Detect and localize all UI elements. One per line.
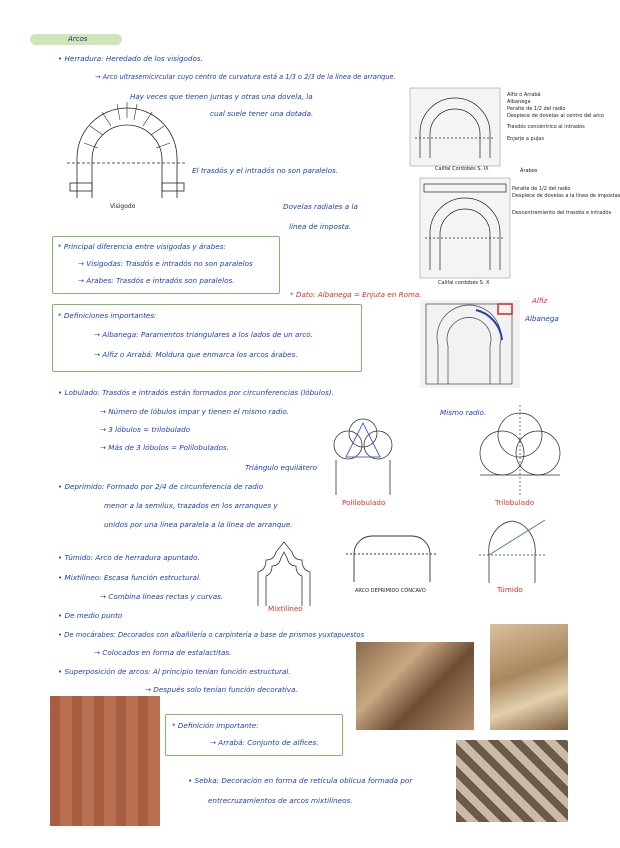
note-principal-3: → Árabes: Trasdós e intradós son paralelos. bbox=[78, 276, 235, 285]
label-alfiz: Alfiz bbox=[532, 296, 548, 305]
ann-3: Peralte de 1/2 del radio bbox=[507, 106, 566, 112]
note-mixtilineo-2: → Combina líneas rectas y curvas. bbox=[100, 592, 224, 601]
note-defs-2: → Albanega: Paramentos triangulares a los lados de un arco. bbox=[94, 330, 313, 339]
califal-arch-1-figure bbox=[410, 88, 500, 166]
note-mocarabes-1: • De mocárabes: Decorados con albañilería o carpintería a base de prismos yuxtapuestos bbox=[58, 631, 365, 639]
ann-1: Alfiz o Arrabá bbox=[507, 92, 541, 98]
ann-4: Despiece de dovelas al centro del arco bbox=[507, 113, 604, 119]
note-mixtilineo-1: • Mixtilíneo: Escasa función estructural. bbox=[58, 573, 202, 582]
note-mismo-radio: Mismo radio. bbox=[440, 408, 487, 417]
sebka-photo bbox=[456, 740, 568, 822]
mixtilineo-figure bbox=[252, 538, 316, 608]
note-triangulo: Triángulo equilátero bbox=[245, 463, 318, 472]
note-lobulado-1: • Lobulado: Trasdós e intradós están formados por circunferencias (lóbulos). bbox=[58, 388, 334, 397]
note-mocarabes-2: → Colocados en forma de estalactitas. bbox=[94, 648, 232, 657]
note-deprimido-2: menor a la semilux, trazados en los arranques y bbox=[104, 501, 278, 510]
ann-5: Trasdós concéntrico al intradós bbox=[507, 124, 585, 130]
label-polilobulado: Polilobulado bbox=[342, 498, 386, 507]
note-principal-1: * Principal diferencia entre visigodas y árabes: bbox=[58, 242, 226, 251]
note-dovelas-1: Dovelas radiales a la bbox=[283, 202, 358, 211]
califal-1-caption: Califal Cordobés S. IX bbox=[435, 166, 489, 172]
califal-2-caption: Califal cordobés S. X bbox=[438, 280, 490, 286]
note-def-imp-2: → Arrabá: Conjunto de alfices. bbox=[210, 738, 319, 747]
note-tumido: • Túmido: Arco de herradura apuntado. bbox=[58, 553, 200, 562]
arco-deprimido-figure bbox=[342, 524, 442, 586]
note-def-imp-1: * Definición importante: bbox=[172, 721, 259, 730]
note-herradura: • Herradura: Heredado de los visigodos. bbox=[58, 54, 203, 63]
polilobulado-figure bbox=[318, 405, 408, 497]
note-dato: * Dato: Albanega = Enjuta en Roma. bbox=[290, 290, 422, 299]
arco-deprimido-caption: ARCO DEPRIMIDO CÓNCAVO bbox=[355, 588, 426, 594]
visigodo-caption: Visigodo bbox=[110, 203, 136, 210]
note-herradura-sub: → Arco ultrasemicircular cuyo centro de curvatura está a 1/3 o 2/3 de la línea de arranque. bbox=[95, 73, 396, 81]
note-defs-1: * Definiciones importantes: bbox=[58, 311, 157, 320]
note-dovelas-2: línea de imposta. bbox=[289, 222, 352, 231]
note-deprimido-3: unidos por una línea paralela a la línea de arranque. bbox=[104, 520, 293, 529]
arabes-caption: Árabes bbox=[520, 168, 538, 174]
ann-2: Albanega bbox=[507, 99, 531, 105]
note-deprimido-1: • Deprimido: Formado por 2/4 de circunferencia de radio bbox=[58, 482, 264, 491]
note-herradura-sub3: cual suele tener una dotada. bbox=[210, 109, 314, 118]
label-trilobulado: Trilobulado bbox=[495, 498, 535, 507]
note-sebka-1: • Sebka: Decoración en forma de retícula oblicua formada por bbox=[188, 776, 413, 785]
mocarabes-detail-photo bbox=[490, 624, 568, 730]
note-lobulado-3: → 3 lóbulos = trilobulado bbox=[100, 425, 191, 434]
superposicion-arcos-photo bbox=[50, 696, 160, 826]
note-lobulado-2: → Número de lóbulos impar y tienen el mismo radio. bbox=[100, 407, 290, 416]
califal-arch-2-figure bbox=[420, 178, 510, 278]
visigodo-arch-figure bbox=[62, 88, 192, 210]
ann-9: Descentramiento del trasdós e intradós bbox=[512, 210, 612, 216]
tumido-figure bbox=[475, 515, 550, 585]
label-albanega: Albanega bbox=[525, 314, 559, 323]
ann-7: Peralte de 1/2 del radio bbox=[512, 186, 571, 192]
trilobulado-figure bbox=[470, 405, 570, 497]
note-defs-3: → Alfiz o Arrabá: Moldura que enmarca los arcos árabes. bbox=[94, 350, 298, 359]
note-herradura-sub2: Hay veces que tienen juntas y otras una dovela, la bbox=[130, 92, 313, 101]
note-superposicion-2: → Después solo tenían función decorativa. bbox=[145, 685, 298, 694]
note-superposicion-1: • Superposición de arcos: Al principio tenían función estructural. bbox=[58, 667, 291, 676]
note-lobulado-4: → Más de 3 lóbulos = Polilobulados. bbox=[100, 443, 229, 452]
note-principal-2: → Visigodas: Trasdós e intradós no son paralelos bbox=[78, 259, 253, 268]
label-tumido: Túmido bbox=[497, 585, 523, 594]
mocarabes-photo bbox=[356, 642, 474, 730]
note-sebka-2: entrecruzamientos de arcos mixtilíneos. bbox=[208, 796, 353, 805]
label-mixtilineo: Mixtilíneo bbox=[268, 604, 303, 613]
ann-8: Despiece de dovelas a la línea de impostas bbox=[512, 193, 620, 199]
note-trasdos-paralelos: El trasdós y el intradós no son paralelos. bbox=[192, 166, 339, 175]
note-medio-punto: • De medio punto bbox=[58, 611, 123, 620]
page-title: Arcos bbox=[68, 35, 88, 43]
alfiz-arch-figure bbox=[420, 300, 520, 388]
ann-6: Enjarje a pujas bbox=[507, 136, 544, 142]
